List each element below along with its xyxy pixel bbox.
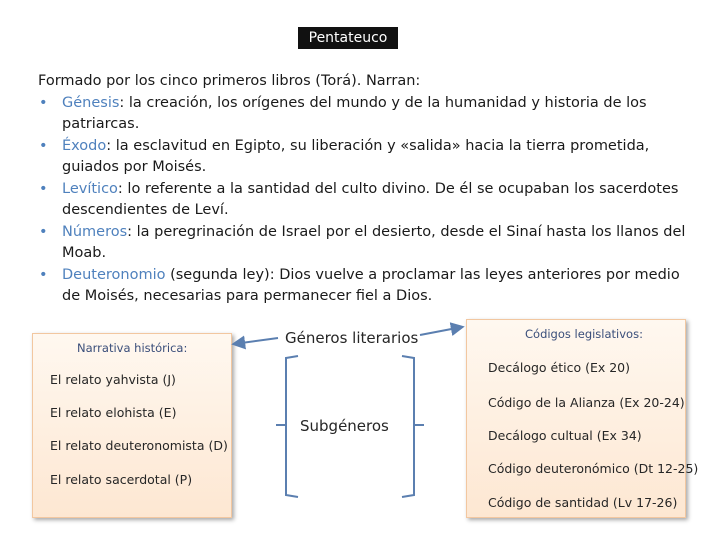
narrativa-heading: Narrativa histórica: bbox=[77, 341, 188, 355]
bullet-icon: • bbox=[39, 137, 48, 154]
book-description: : lo referente a la santidad del culto divino. De él se ocupaban los sacerdotes descendientes de Leví. bbox=[62, 180, 679, 218]
book-name: Génesis bbox=[62, 94, 120, 111]
subgeneros-label: Subgéneros bbox=[300, 417, 389, 435]
list-item: El relato elohista (E) bbox=[50, 405, 177, 420]
intro-sentence: Formado por los cinco primeros libros (Torá). Narran: bbox=[38, 73, 421, 89]
book-description: (segunda ley): Dios vuelve a proclamar las leyes anteriores por medio de Moisés, necesarias para permanecer fiel a Dios. bbox=[62, 266, 680, 304]
codigos-heading: Códigos legislativos: bbox=[525, 327, 643, 341]
book-name: Números bbox=[62, 223, 128, 240]
arrow-to-codigos bbox=[420, 327, 462, 335]
arrow-to-narrativa bbox=[234, 338, 278, 344]
book-description: : la peregrinación de Israel por el desierto, desde el Sinaí hasta los llanos del Moab. bbox=[62, 223, 686, 261]
page-title: Pentateuco bbox=[298, 27, 398, 49]
list-item: Código de la Alianza (Ex 20-24) bbox=[488, 395, 685, 410]
book-description: : la creación, los orígenes del mundo y de la humanidad y historia de los patriarcas. bbox=[62, 94, 647, 132]
book-name: Levítico bbox=[62, 180, 118, 197]
generos-literarios-label: Géneros literarios bbox=[285, 329, 419, 347]
list-item: Decálogo ético (Ex 20) bbox=[488, 360, 631, 375]
book-description: : la esclavitud en Egipto, su liberación y «salida» hacia la tierra prometida, guiados por Moisés. bbox=[62, 137, 650, 175]
book-name: Éxodo bbox=[62, 137, 107, 154]
list-item: Código deuteronómico (Dt 12-25) bbox=[488, 461, 699, 476]
bullet-icon: • bbox=[39, 223, 48, 240]
list-item: El relato sacerdotal (P) bbox=[50, 472, 193, 487]
bullet-icon: • bbox=[39, 180, 48, 197]
book-name: Deuteronomio bbox=[62, 266, 166, 283]
bullet-icon: • bbox=[39, 94, 48, 111]
list-item: Decálogo cultual (Ex 34) bbox=[488, 428, 642, 443]
list-item: El relato yahvista (J) bbox=[50, 372, 176, 387]
left-bracket bbox=[286, 356, 298, 497]
right-bracket bbox=[402, 356, 414, 497]
bullet-icon: • bbox=[39, 266, 48, 283]
list-item: El relato deuteronomista (D) bbox=[50, 438, 228, 453]
list-item: Código de santidad (Lv 17-26) bbox=[488, 495, 678, 510]
